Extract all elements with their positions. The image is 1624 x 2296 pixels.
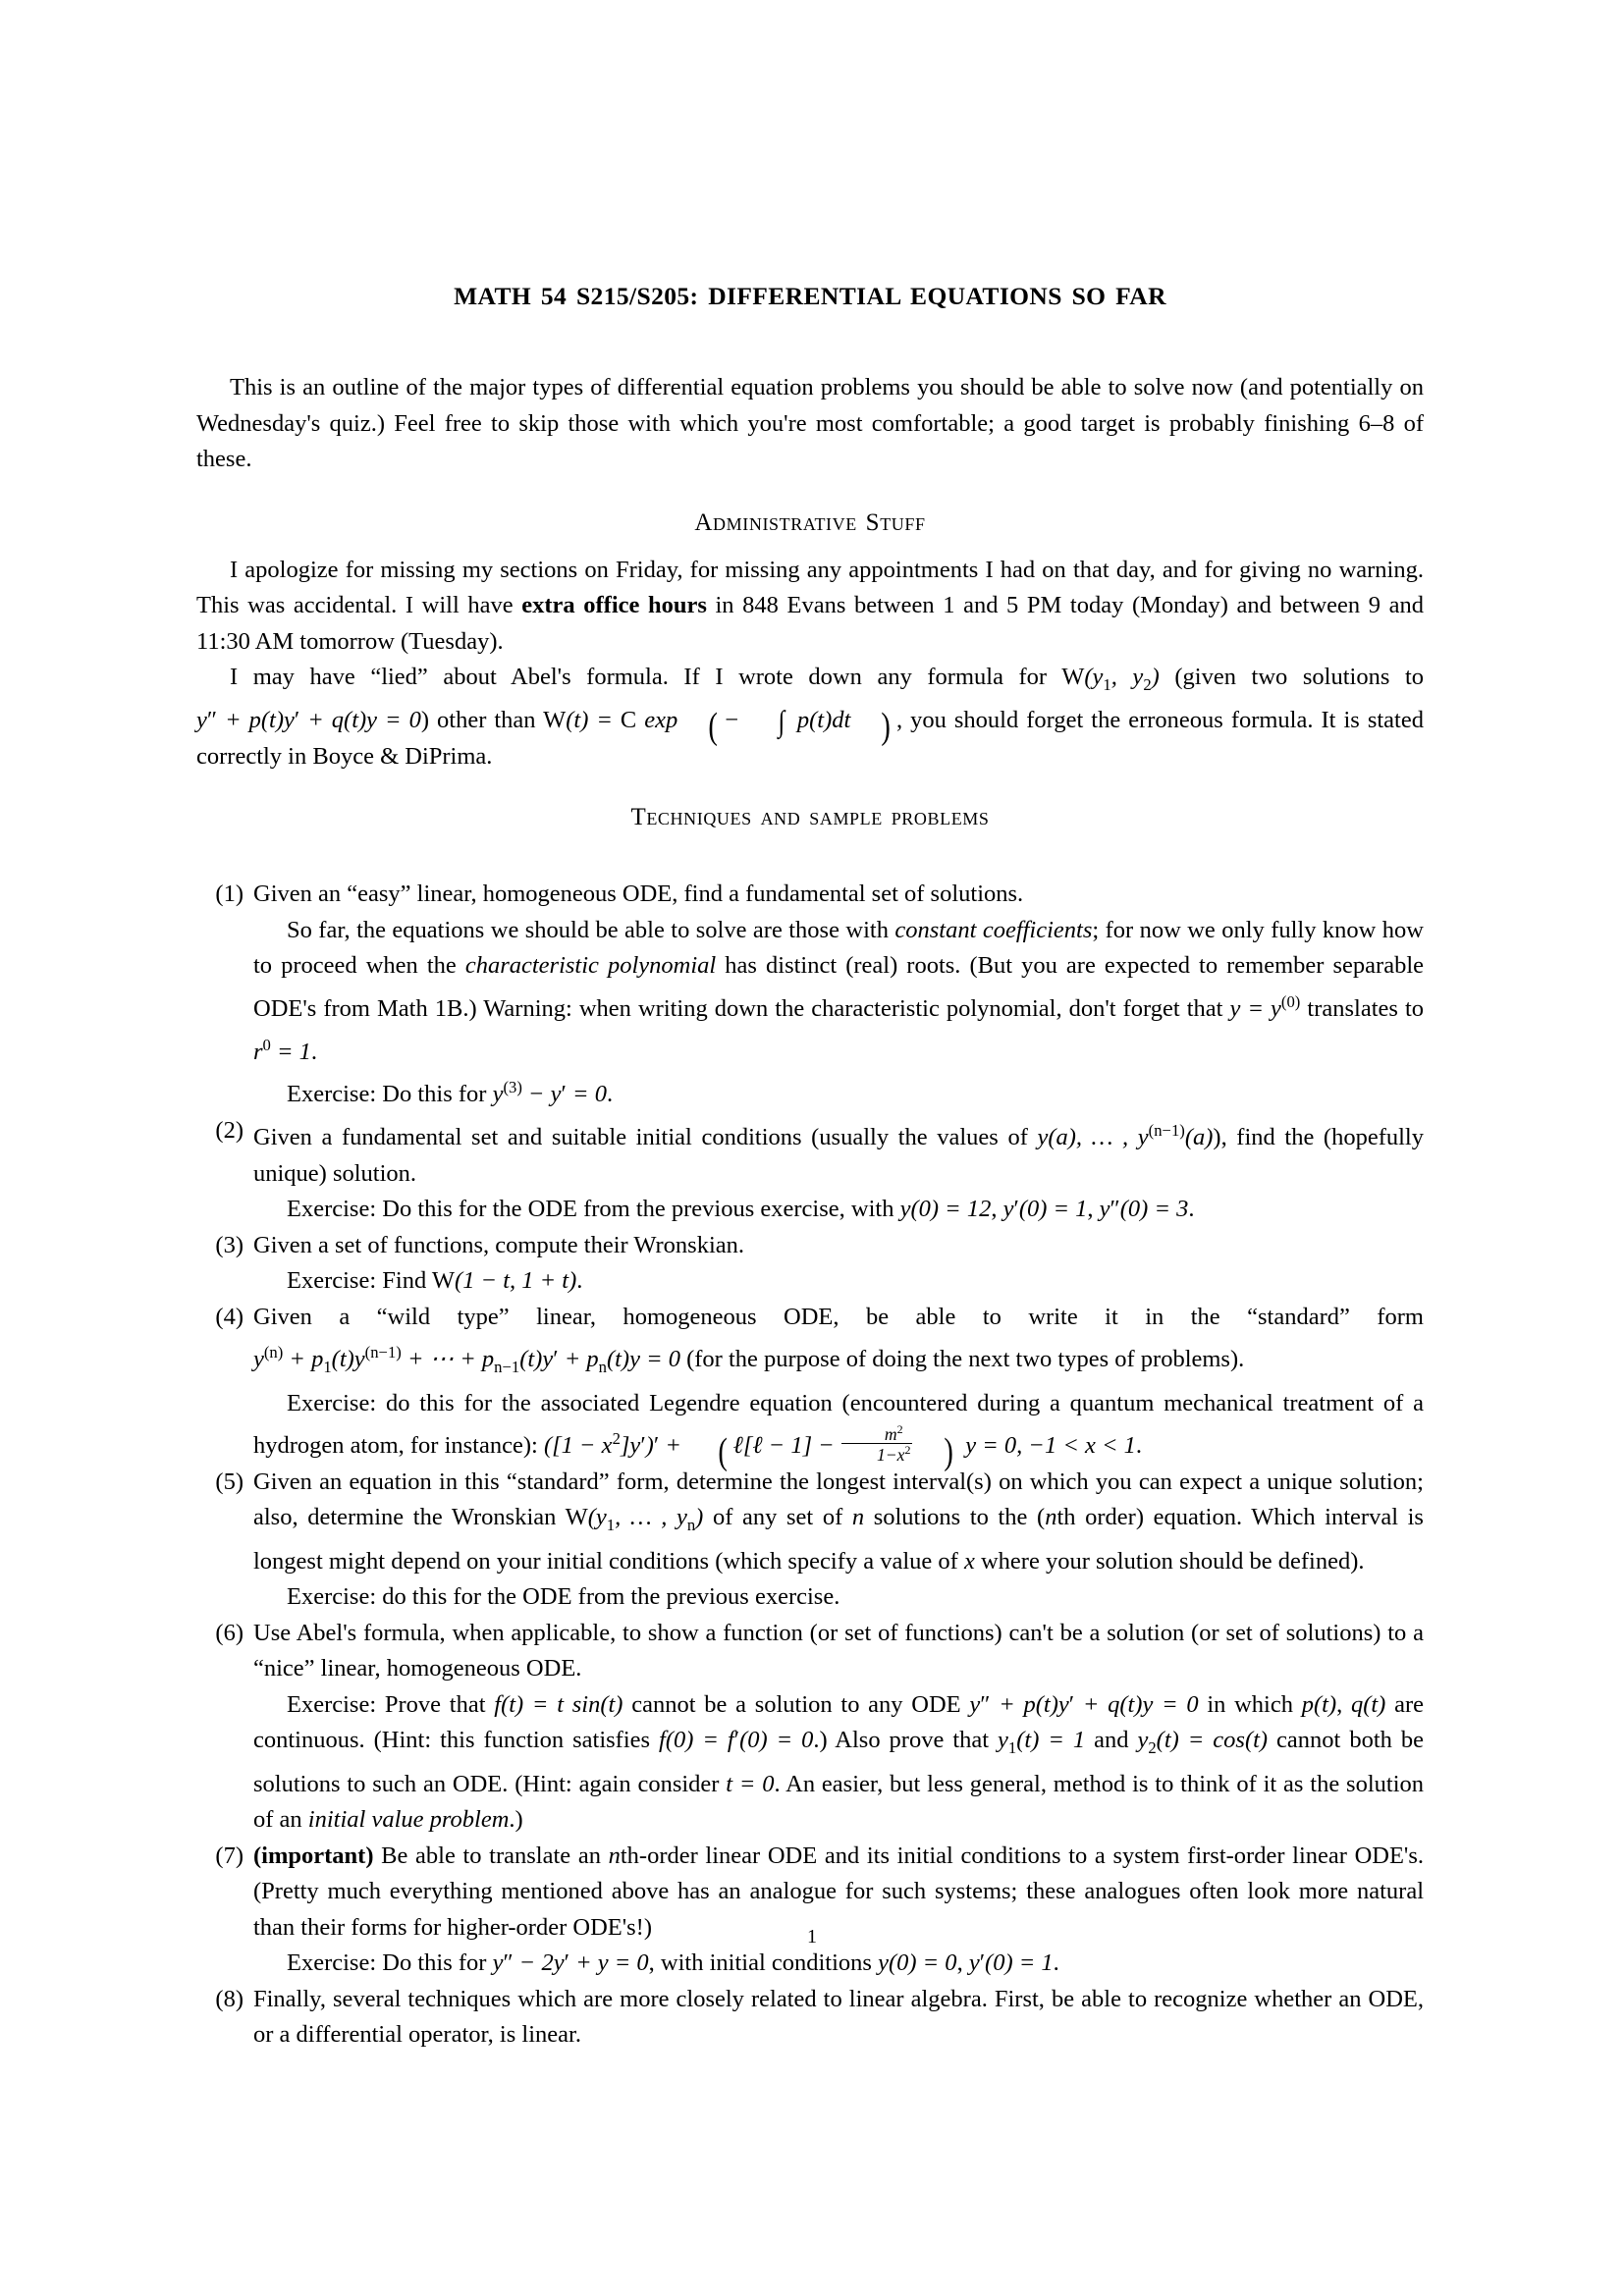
list-item (196, 1982, 1424, 2054)
item-marker: (7) (215, 1842, 244, 1869)
item-marker: (6) (215, 1619, 244, 1646)
item-exercise: Exercise: Do this for the ODE from the previous exercise, with y(0) = 12, y′(0) = 1, y″(0) = 3. (287, 1196, 1195, 1223)
admin-p1-bold: extra office hours (521, 592, 707, 618)
math-p-t: p(t) (1301, 1690, 1337, 1718)
item-marker: (4) (215, 1303, 244, 1330)
item-marker: (3) (215, 1231, 244, 1258)
math-n-order: n (608, 1842, 621, 1869)
item-marker: (8) (215, 1985, 244, 2012)
section-heading-techniques: Techniques and sample problems (630, 804, 990, 831)
page-content (196, 0, 1424, 2054)
item-exercise: Exercise: Find W(1 − t, 1 + t). (287, 1267, 583, 1295)
math-wronskian-two: $W(y_1$, $y_2$) (1061, 664, 1160, 694)
item-exercise: Exercise: Do this for $y^{(3)} - y' = 0$. (287, 1078, 614, 1108)
list-item (196, 1616, 1424, 1839)
item-lead: Given a fundamental set and suitable initial conditions (usually the values of (253, 1124, 1038, 1151)
item-lead: Given an “easy” linear, homogeneous ODE, find a fundamental set of solutions. (253, 881, 1024, 908)
list-item: (7) (important) Be able to translate an nth-order linear ODE and its initial conditions to a system first-order linear ODE's. (Pretty much everything mentioned above has an analogue for such systems; these analogues often look more natural than their forms for higher-order ODE's!) Exercise: Do this for y″ − 2y′ + y = 0, with initial conditions y(0) = 0, y′(0) = 1. (196, 1839, 1424, 1982)
item-exercise: Exercise: do this for the associated Legendre equation (encountered during a quantum mechanical treatment of a hydrogen atom, for instance): $([1 - x^2]y')'$ + ( ℓ[ℓ − 1] − $\frac{m^2}{1-x^2}$ ) y = 0, −1 < x < 1. (253, 1389, 1424, 1472)
item-exercise: Exercise: Do this for y″ − 2y′ + y = 0, with initial conditions y(0) = 0, y′(0) = 1. (287, 1949, 1059, 1976)
math-f-t-sin: f(t) = t sin(t) (494, 1690, 623, 1718)
math-n-1: n (851, 1504, 865, 1531)
math-n-2: n (1045, 1504, 1057, 1531)
admin-p1-pre: I apologize for missing my sections on Friday, for missing any appointments I had on that day, and for giving no warning. This was accidental. I will have (196, 556, 1424, 618)
math-ic-yp0: y′(0) = 1 (1002, 1196, 1088, 1223)
administrative-paragraph-2 (196, 660, 1424, 774)
item-exercise: Exercise: do this for the ODE from the previous exercise. (287, 1583, 840, 1611)
math-ode-repeated-root: y″ − 2y′ + y = 0 (492, 1949, 649, 1976)
item-marker: (1) (215, 881, 244, 908)
math-y2-equals-cos: $y_2(t) = \cos(t)$ (1137, 1727, 1269, 1757)
math-r0-equals-1: $r^0 = 1$ (253, 1035, 311, 1065)
admin-p2-d: , you should forget the erroneous formula. It is stated correctly in Boyce & DiPrima. (196, 707, 1424, 770)
math-wronskian-1mt-1pt: W(1 − t, 1 + t) (431, 1267, 577, 1295)
exercise-label: Exercise: (287, 1690, 377, 1718)
admin-p2-a: I may have “lied” about Abel's formula. If I wrote down any formula for (230, 664, 1062, 690)
math-wronskian-n: $W(y_1$, … , $y_n$) (565, 1504, 704, 1535)
item-lead: Use Abel's formula, when applicable, to show a function (or set of functions) can't be a solution (or set of solutions) to a “nice” linear, homogeneous ODE. (253, 1619, 1424, 1682)
math-abel-formula: W(t) = C exp ( − ∫ p(t)dt ) (543, 705, 892, 748)
exercise-label: Exercise: (287, 1081, 377, 1108)
item-lead: Given a “wild type” linear, homogeneous ODE, be able to write it in the “standard” form (253, 1303, 1424, 1330)
techniques-list (196, 877, 1424, 2053)
math-ic7-yp0: y′(0) = 1 (968, 1949, 1054, 1976)
math-legendre-equation: $([1 - x^2]y')'$ + ( ℓ[ℓ − 1] − $\frac{m^2}{1-x^2}$ ) y = 0, −1 < x < 1 (543, 1421, 1136, 1472)
math-q-t: q(t) (1350, 1690, 1386, 1718)
intro-paragraph: This is an outline of the major types of differential equation problems you should be able to solve now (and potentially on Wednesday's quiz.) Feel free to skip those with which you're most comfortable; a good target is probably finishing 6–8 of these. (196, 374, 1424, 472)
item-marker: (2) (215, 1116, 244, 1144)
list-item: (4) Given a “wild type” linear, homogeneous ODE, be able to write it in the “standard” form $y^{(n)} + p_1(t)y^{(n-1)}$ + ⋯ + $p_{n-1}(t)y' + p_n(t)y = 0$ (for the purpose of doing the next two types of problems). Exercise: do this for the associated Legendre equation (encountered during a quantum mechanical treatment of a hydrogen atom, for instance): $([1 - x^2]y')'$ + ( ℓ[ℓ − 1] − $\frac{m^2}{1-x^2}$ ) y = 0, −1 < x < 1. (196, 1300, 1424, 1465)
exercise-label: Exercise: (287, 1389, 377, 1416)
math-standard-form: $y^{(n)} + p_1(t)y^{(n-1)}$ + ⋯ + $p_{n-1}(t)y' + p_n(t)y = 0$ (253, 1343, 680, 1377)
emphasis-initial-value-problem: initial value problem (307, 1806, 510, 1833)
math-exercise-ode-1: $y^{(3)} - y' = 0$ (492, 1078, 607, 1108)
math-second-order-ode: y″ + p(t)y′ + q(t)y = 0 (196, 707, 421, 734)
math-ic-ypp0: y″(0) = 3 (1099, 1196, 1189, 1223)
exercise-label: Exercise: (287, 1267, 377, 1295)
item-lead: Be able to translate an (373, 1842, 609, 1869)
list-item: (5) Given an equation in this “standard” form, determine the longest interval(s) on which you can expect a unique solution; also, determine the Wronskian $W(y_1$, … , $y_n$) of any set of n solutions to the (nth order) equation. Which interval is longest might depend on your initial conditions (which specify a value of x where your solution should be defined). Exercise: do this for the ODE from the previous exercise. (196, 1465, 1424, 1616)
admin-p2-c: ) other than (420, 707, 544, 734)
item-exercise: Exercise: Prove that f(t) = t sin(t) cannot be a solution to any ODE y″ + p(t)y′ + q(t)y = 0 in which p(t), q(t) are continuous. (Hint: this function satisfies f(0) = f′(0) = 0.) Also prove that $y_1(t) = 1$ and $y_2(t) = \cos(t)$ cannot both be solutions to such an ODE. (Hint: again consider t = 0. An easier, but less general, method is to think of it as the solution of an initial value problem.) (253, 1690, 1424, 1833)
math-ode-second-order-2: y″ + p(t)y′ + q(t)y = 0 (969, 1690, 1199, 1718)
exercise-label: Exercise: (287, 1949, 377, 1976)
math-initial-values: y(a), … , $y^{(n-1)}(a)$ (1037, 1120, 1214, 1151)
administrative-paragraph-1 (196, 553, 1424, 661)
math-y-equals-y0: $y = y^{(0)}$ (1229, 991, 1301, 1023)
list-item: (2) Given a fundamental set and suitable initial conditions (usually the values of y(a), … , $y^{(n-1)}(a)$), find the (hopefully unique) solution. Exercise: Do this for the ODE from the previous exercise, with y(0) = 12, y′(0) = 1, y″(0) = 3. (196, 1113, 1424, 1228)
math-x-var: x (963, 1547, 975, 1575)
list-item (196, 877, 1424, 1112)
exercise-label: Exercise: (287, 1196, 377, 1223)
math-y1-equals-1: $y_1(t) = 1$ (998, 1727, 1086, 1757)
page-title: MATH 54 S215/S205: DIFFERENTIAL EQUATIONS SO FAR (454, 282, 1166, 310)
emphasis-constant-coefficients: constant coefficients (894, 916, 1093, 943)
math-ic7-y0: y(0) = 0 (878, 1949, 957, 1976)
math-t-equals-0: t = 0 (726, 1770, 775, 1797)
list-item (196, 1228, 1424, 1300)
item-important-tag: (important) (253, 1842, 374, 1869)
item-lead: Given a set of functions, compute their Wronskian. (253, 1231, 745, 1258)
emphasis-characteristic-polynomial: characteristic polynomial (464, 952, 717, 980)
admin-p1-post: in 848 Evans between 1 and 5 PM today (Monday) and between 9 and 11:30 AM tomorrow (Tuesday). (196, 592, 1424, 655)
page-number: 1 (807, 1926, 817, 1948)
math-ic-y0: y(0) = 12 (899, 1196, 992, 1223)
exercise-label: Exercise: (287, 1583, 377, 1611)
item-marker: (5) (215, 1468, 244, 1495)
math-f0-fp0: f(0) = f′(0) = 0 (659, 1727, 814, 1754)
item-body: So far, the equations we should be able to solve are those with constant coefficients; for now we only fully know how to proceed when the characteristic polynomial has distinct (real) roots. (But you are expected to remember separable ODE's from Math 1B.) Warning: when writing down the characteristic polynomial, don't forget that $y = y^{(0)}$ translates to $r^0 = 1$. (253, 916, 1425, 1065)
item-lead: Finally, several techniques which are more closely related to linear algebra. First, be able to recognize whether an ODE, or a differential operator, is linear. (253, 1985, 1424, 2048)
section-heading-administrative: Administrative Stuff (694, 508, 926, 536)
item-lead: Given an equation in this “standard” form, determine the longest interval(s) on which you can expect a unique solution; also, determine the Wronskian (253, 1468, 1424, 1531)
admin-p2-b: (given two solutions to (1159, 664, 1425, 690)
